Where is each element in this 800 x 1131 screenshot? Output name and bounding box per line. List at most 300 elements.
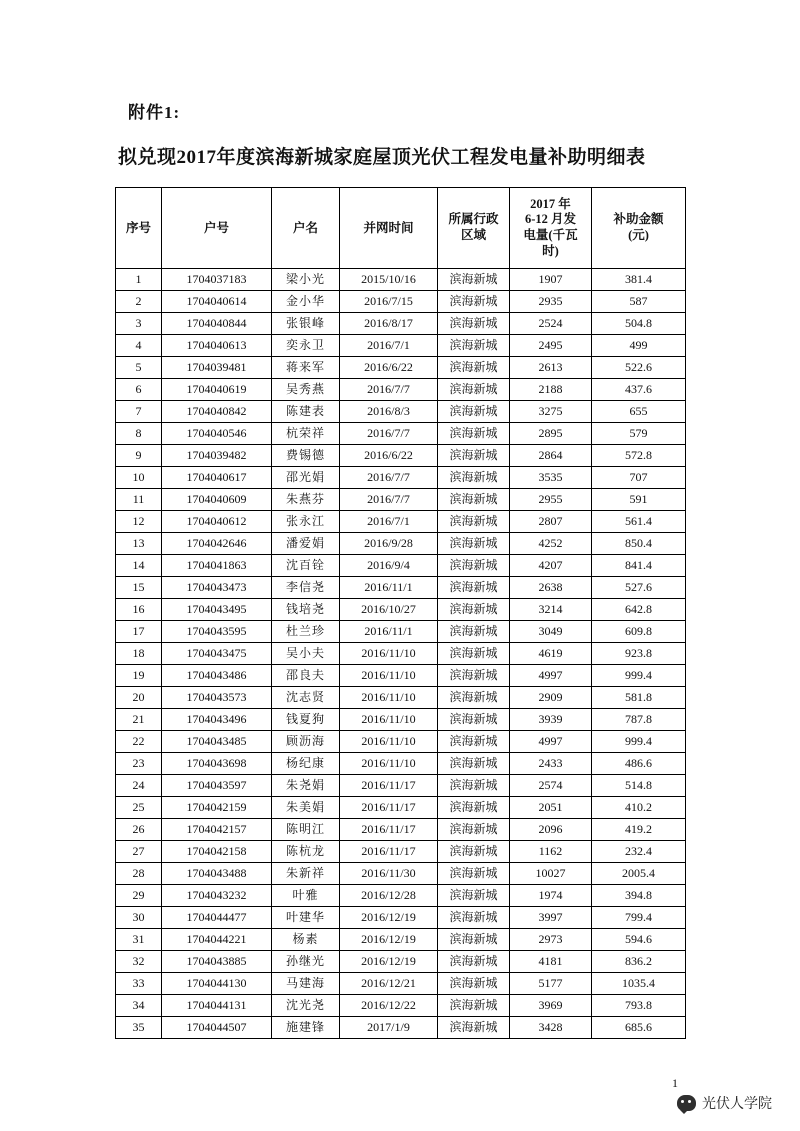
- column-header-generation-line3: 电量(千瓦: [523, 228, 578, 242]
- cell-generation: 2613: [510, 357, 592, 379]
- cell-account: 1704043486: [162, 665, 272, 687]
- cell-subsidy: 561.4: [592, 511, 686, 533]
- cell-householder: 梁小光: [272, 269, 340, 291]
- cell-grid-date: 2016/11/17: [340, 775, 438, 797]
- cell-account: 1704040619: [162, 379, 272, 401]
- column-header-region: [438, 188, 510, 269]
- cell-index: 1: [116, 269, 162, 291]
- cell-region: 滨海新城: [438, 995, 510, 1017]
- cell-account: 1704044131: [162, 995, 272, 1017]
- cell-region: 滨海新城: [438, 423, 510, 445]
- cell-account: 1704040617: [162, 467, 272, 489]
- cell-grid-date: 2016/11/30: [340, 863, 438, 885]
- cell-subsidy: 410.2: [592, 797, 686, 819]
- cell-region: 滨海新城: [438, 709, 510, 731]
- cell-generation: 2864: [510, 445, 592, 467]
- cell-subsidy: 381.4: [592, 269, 686, 291]
- cell-generation: 2955: [510, 489, 592, 511]
- cell-generation: 3275: [510, 401, 592, 423]
- cell-account: 1704043488: [162, 863, 272, 885]
- cell-region: 滨海新城: [438, 731, 510, 753]
- cell-subsidy: 504.8: [592, 313, 686, 335]
- wechat-icon: [677, 1095, 696, 1111]
- cell-generation: 2188: [510, 379, 592, 401]
- cell-generation: 3997: [510, 907, 592, 929]
- cell-region: 滨海新城: [438, 775, 510, 797]
- cell-generation: 1974: [510, 885, 592, 907]
- cell-account: 1704040844: [162, 313, 272, 335]
- cell-region: 滨海新城: [438, 819, 510, 841]
- table-row: [116, 929, 686, 951]
- cell-subsidy: 394.8: [592, 885, 686, 907]
- cell-generation: 3535: [510, 467, 592, 489]
- table-row: [116, 951, 686, 973]
- cell-householder: 金小华: [272, 291, 340, 313]
- cell-householder: 朱新祥: [272, 863, 340, 885]
- cell-generation: 2909: [510, 687, 592, 709]
- cell-region: 滨海新城: [438, 687, 510, 709]
- cell-subsidy: 793.8: [592, 995, 686, 1017]
- table-row: [116, 467, 686, 489]
- cell-grid-date: 2016/9/28: [340, 533, 438, 555]
- cell-index: 20: [116, 687, 162, 709]
- cell-index: 24: [116, 775, 162, 797]
- cell-grid-date: 2016/7/1: [340, 335, 438, 357]
- cell-region: 滨海新城: [438, 951, 510, 973]
- page-number: 1: [672, 1076, 678, 1090]
- cell-subsidy: 923.8: [592, 643, 686, 665]
- cell-householder: 沈百铨: [272, 555, 340, 577]
- cell-generation: 2638: [510, 577, 592, 599]
- cell-index: 9: [116, 445, 162, 467]
- cell-index: 14: [116, 555, 162, 577]
- cell-grid-date: 2016/11/10: [340, 643, 438, 665]
- cell-subsidy: 999.4: [592, 731, 686, 753]
- cell-grid-date: 2016/8/3: [340, 401, 438, 423]
- cell-generation: 2433: [510, 753, 592, 775]
- cell-account: 1704044130: [162, 973, 272, 995]
- column-header-subsidy-line2: (元): [628, 228, 649, 242]
- cell-grid-date: 2016/12/19: [340, 951, 438, 973]
- cell-subsidy: 419.2: [592, 819, 686, 841]
- cell-account: 1704044221: [162, 929, 272, 951]
- table-row: [116, 1017, 686, 1039]
- cell-index: 27: [116, 841, 162, 863]
- cell-region: 滨海新城: [438, 1017, 510, 1039]
- cell-grid-date: 2016/12/19: [340, 907, 438, 929]
- table-header-row: [116, 188, 686, 269]
- table-row: [116, 401, 686, 423]
- cell-index: 19: [116, 665, 162, 687]
- cell-grid-date: 2016/7/7: [340, 379, 438, 401]
- footer-brand: [677, 1093, 772, 1113]
- column-header-region-line1: 所属行政: [448, 212, 499, 227]
- cell-subsidy: 591: [592, 489, 686, 511]
- cell-index: 25: [116, 797, 162, 819]
- column-header-generation-line1: 2017 年: [530, 196, 571, 211]
- table-row: [116, 555, 686, 577]
- cell-householder: 吴小夫: [272, 643, 340, 665]
- cell-index: 18: [116, 643, 162, 665]
- cell-generation: 3428: [510, 1017, 592, 1039]
- cell-subsidy: 707: [592, 467, 686, 489]
- cell-subsidy: 836.2: [592, 951, 686, 973]
- cell-index: 10: [116, 467, 162, 489]
- cell-region: 滨海新城: [438, 555, 510, 577]
- table-row: [116, 643, 686, 665]
- cell-householder: 邵良夫: [272, 665, 340, 687]
- subsidy-detail-table: [115, 187, 686, 1039]
- cell-index: 11: [116, 489, 162, 511]
- cell-grid-date: 2016/8/17: [340, 313, 438, 335]
- cell-grid-date: 2016/11/17: [340, 819, 438, 841]
- cell-index: 23: [116, 753, 162, 775]
- cell-subsidy: 486.6: [592, 753, 686, 775]
- attachment-label: 附件1:: [128, 103, 181, 122]
- cell-generation: 2574: [510, 775, 592, 797]
- cell-generation: 3049: [510, 621, 592, 643]
- cell-region: 滨海新城: [438, 885, 510, 907]
- table-row: [116, 313, 686, 335]
- cell-subsidy: 2005.4: [592, 863, 686, 885]
- table-row: [116, 269, 686, 291]
- cell-index: 26: [116, 819, 162, 841]
- cell-region: 滨海新城: [438, 489, 510, 511]
- cell-generation: 4997: [510, 731, 592, 753]
- cell-region: 滨海新城: [438, 445, 510, 467]
- table-row: [116, 423, 686, 445]
- cell-index: 12: [116, 511, 162, 533]
- cell-subsidy: 655: [592, 401, 686, 423]
- table-row: [116, 885, 686, 907]
- table-row: [116, 665, 686, 687]
- cell-grid-date: 2016/12/22: [340, 995, 438, 1017]
- cell-index: 22: [116, 731, 162, 753]
- cell-subsidy: 685.6: [592, 1017, 686, 1039]
- cell-index: 29: [116, 885, 162, 907]
- cell-subsidy: 609.8: [592, 621, 686, 643]
- cell-generation: 2051: [510, 797, 592, 819]
- cell-householder: 吴秀燕: [272, 379, 340, 401]
- cell-region: 滨海新城: [438, 401, 510, 423]
- cell-generation: 2807: [510, 511, 592, 533]
- cell-generation: 2495: [510, 335, 592, 357]
- cell-account: 1704044477: [162, 907, 272, 929]
- cell-householder: 沈志贤: [272, 687, 340, 709]
- cell-householder: 陈明江: [272, 819, 340, 841]
- cell-index: 6: [116, 379, 162, 401]
- table-row: [116, 731, 686, 753]
- cell-grid-date: 2016/7/7: [340, 489, 438, 511]
- table-row: [116, 533, 686, 555]
- cell-householder: 孙继光: [272, 951, 340, 973]
- cell-subsidy: 499: [592, 335, 686, 357]
- cell-grid-date: 2016/12/19: [340, 929, 438, 951]
- cell-account: 1704037183: [162, 269, 272, 291]
- cell-householder: 李信尧: [272, 577, 340, 599]
- cell-account: 1704039482: [162, 445, 272, 467]
- cell-index: 17: [116, 621, 162, 643]
- cell-region: 滨海新城: [438, 973, 510, 995]
- cell-account: 1704042159: [162, 797, 272, 819]
- cell-account: 1704039481: [162, 357, 272, 379]
- cell-subsidy: 437.6: [592, 379, 686, 401]
- cell-subsidy: 594.6: [592, 929, 686, 951]
- cell-region: 滨海新城: [438, 335, 510, 357]
- cell-householder: 钱培尧: [272, 599, 340, 621]
- table-row: [116, 995, 686, 1017]
- cell-region: 滨海新城: [438, 643, 510, 665]
- cell-householder: 杜兰珍: [272, 621, 340, 643]
- table-row: [116, 819, 686, 841]
- cell-account: 1704043885: [162, 951, 272, 973]
- cell-subsidy: 232.4: [592, 841, 686, 863]
- cell-generation: 2895: [510, 423, 592, 445]
- cell-region: 滨海新城: [438, 929, 510, 951]
- cell-account: 1704042646: [162, 533, 272, 555]
- cell-account: 1704043573: [162, 687, 272, 709]
- cell-region: 滨海新城: [438, 797, 510, 819]
- cell-index: 5: [116, 357, 162, 379]
- cell-grid-date: 2016/6/22: [340, 445, 438, 467]
- cell-index: 28: [116, 863, 162, 885]
- cell-index: 8: [116, 423, 162, 445]
- cell-grid-date: 2015/10/16: [340, 269, 438, 291]
- column-header-account: 户号: [162, 188, 272, 269]
- cell-region: 滨海新城: [438, 577, 510, 599]
- cell-generation: 10027: [510, 863, 592, 885]
- cell-generation: 4997: [510, 665, 592, 687]
- cell-householder: 杨素: [272, 929, 340, 951]
- cell-grid-date: 2016/11/10: [340, 753, 438, 775]
- cell-index: 30: [116, 907, 162, 929]
- cell-account: 1704043698: [162, 753, 272, 775]
- cell-householder: 陈建表: [272, 401, 340, 423]
- cell-householder: 杨纪康: [272, 753, 340, 775]
- cell-region: 滨海新城: [438, 269, 510, 291]
- table-row: [116, 335, 686, 357]
- cell-grid-date: 2016/11/10: [340, 687, 438, 709]
- cell-grid-date: 2016/11/17: [340, 797, 438, 819]
- cell-region: 滨海新城: [438, 863, 510, 885]
- cell-account: 1704040614: [162, 291, 272, 313]
- cell-grid-date: 2016/6/22: [340, 357, 438, 379]
- table-row: [116, 973, 686, 995]
- table-row: [116, 687, 686, 709]
- cell-householder: 朱美娟: [272, 797, 340, 819]
- column-header-generation: [510, 188, 592, 269]
- table-row: [116, 621, 686, 643]
- cell-grid-date: 2016/7/15: [340, 291, 438, 313]
- cell-subsidy: 1035.4: [592, 973, 686, 995]
- cell-account: 1704040612: [162, 511, 272, 533]
- cell-subsidy: 572.8: [592, 445, 686, 467]
- cell-subsidy: 642.8: [592, 599, 686, 621]
- cell-generation: 3939: [510, 709, 592, 731]
- cell-householder: 邵光娟: [272, 467, 340, 489]
- cell-grid-date: 2016/12/21: [340, 973, 438, 995]
- cell-account: 1704043496: [162, 709, 272, 731]
- table-body: [116, 269, 686, 1039]
- cell-grid-date: 2016/12/28: [340, 885, 438, 907]
- cell-grid-date: 2016/7/7: [340, 467, 438, 489]
- column-header-region-line2: 区域: [460, 228, 486, 242]
- table-row: [116, 907, 686, 929]
- cell-account: 1704043597: [162, 775, 272, 797]
- table-row: [116, 753, 686, 775]
- cell-subsidy: 587: [592, 291, 686, 313]
- cell-region: 滨海新城: [438, 907, 510, 929]
- table-row: [116, 379, 686, 401]
- cell-grid-date: 2017/1/9: [340, 1017, 438, 1039]
- page-title: 拟兑现2017年度滨海新城家庭屋顶光伏工程发电量补助明细表: [118, 147, 646, 168]
- cell-generation: 2935: [510, 291, 592, 313]
- table-row: [116, 489, 686, 511]
- cell-subsidy: 999.4: [592, 665, 686, 687]
- cell-householder: 顾沥海: [272, 731, 340, 753]
- cell-householder: 潘爱娟: [272, 533, 340, 555]
- cell-generation: 2096: [510, 819, 592, 841]
- cell-region: 滨海新城: [438, 379, 510, 401]
- table-row: [116, 357, 686, 379]
- cell-generation: 3969: [510, 995, 592, 1017]
- cell-account: 1704043595: [162, 621, 272, 643]
- cell-subsidy: 841.4: [592, 555, 686, 577]
- cell-account: 1704043473: [162, 577, 272, 599]
- cell-index: 21: [116, 709, 162, 731]
- column-header-generation-line4: 时): [542, 243, 559, 258]
- cell-account: 1704042157: [162, 819, 272, 841]
- cell-householder: 奕永卫: [272, 335, 340, 357]
- cell-index: 16: [116, 599, 162, 621]
- cell-generation: 5177: [510, 973, 592, 995]
- cell-account: 1704040609: [162, 489, 272, 511]
- cell-householder: 陈杭龙: [272, 841, 340, 863]
- cell-region: 滨海新城: [438, 665, 510, 687]
- cell-subsidy: 850.4: [592, 533, 686, 555]
- cell-account: 1704043232: [162, 885, 272, 907]
- cell-index: 2: [116, 291, 162, 313]
- cell-generation: 1907: [510, 269, 592, 291]
- table-row: [116, 577, 686, 599]
- cell-generation: 4207: [510, 555, 592, 577]
- cell-generation: 4181: [510, 951, 592, 973]
- cell-region: 滨海新城: [438, 357, 510, 379]
- cell-householder: 张银峰: [272, 313, 340, 335]
- cell-region: 滨海新城: [438, 841, 510, 863]
- cell-householder: 叶雅: [272, 885, 340, 907]
- cell-index: 34: [116, 995, 162, 1017]
- cell-index: 4: [116, 335, 162, 357]
- cell-householder: 朱燕芬: [272, 489, 340, 511]
- table-row: [116, 291, 686, 313]
- cell-index: 7: [116, 401, 162, 423]
- cell-account: 1704040546: [162, 423, 272, 445]
- cell-householder: 施建锋: [272, 1017, 340, 1039]
- table-row: [116, 797, 686, 819]
- cell-generation: 1162: [510, 841, 592, 863]
- column-header-subsidy: [592, 188, 686, 269]
- cell-grid-date: 2016/11/10: [340, 665, 438, 687]
- cell-householder: 马建海: [272, 973, 340, 995]
- column-header-grid-date: 并网时间: [340, 188, 438, 269]
- cell-region: 滨海新城: [438, 313, 510, 335]
- cell-householder: 朱尧娟: [272, 775, 340, 797]
- cell-index: 31: [116, 929, 162, 951]
- cell-account: 1704043485: [162, 731, 272, 753]
- cell-region: 滨海新城: [438, 291, 510, 313]
- table-row: [116, 841, 686, 863]
- table-row: [116, 775, 686, 797]
- table-row: [116, 445, 686, 467]
- cell-region: 滨海新城: [438, 511, 510, 533]
- cell-generation: 2973: [510, 929, 592, 951]
- cell-householder: 叶建华: [272, 907, 340, 929]
- column-header-generation-line2: 6-12 月发: [524, 212, 577, 227]
- cell-grid-date: 2016/11/1: [340, 577, 438, 599]
- cell-householder: 张永江: [272, 511, 340, 533]
- cell-account: 1704043475: [162, 643, 272, 665]
- column-header-subsidy-line1: 补助金额: [613, 212, 664, 227]
- cell-region: 滨海新城: [438, 533, 510, 555]
- table-row: [116, 863, 686, 885]
- cell-subsidy: 579: [592, 423, 686, 445]
- cell-generation: 3214: [510, 599, 592, 621]
- cell-householder: 蒋来军: [272, 357, 340, 379]
- cell-index: 32: [116, 951, 162, 973]
- cell-grid-date: 2016/10/27: [340, 599, 438, 621]
- cell-grid-date: 2016/11/10: [340, 731, 438, 753]
- cell-region: 滨海新城: [438, 753, 510, 775]
- cell-account: 1704042158: [162, 841, 272, 863]
- footer-brand-label: 光伏人学院: [702, 1095, 772, 1111]
- cell-index: 35: [116, 1017, 162, 1039]
- cell-generation: 2524: [510, 313, 592, 335]
- cell-householder: 钱夏狗: [272, 709, 340, 731]
- cell-householder: 杭荣祥: [272, 423, 340, 445]
- cell-generation: 4252: [510, 533, 592, 555]
- cell-grid-date: 2016/11/10: [340, 709, 438, 731]
- cell-region: 滨海新城: [438, 467, 510, 489]
- cell-subsidy: 799.4: [592, 907, 686, 929]
- cell-subsidy: 522.6: [592, 357, 686, 379]
- table-row: [116, 599, 686, 621]
- cell-index: 3: [116, 313, 162, 335]
- cell-region: 滨海新城: [438, 599, 510, 621]
- cell-grid-date: 2016/11/17: [340, 841, 438, 863]
- cell-index: 15: [116, 577, 162, 599]
- column-header-householder: 户名: [272, 188, 340, 269]
- cell-region: 滨海新城: [438, 621, 510, 643]
- cell-account: 1704044507: [162, 1017, 272, 1039]
- cell-grid-date: 2016/7/7: [340, 423, 438, 445]
- cell-subsidy: 527.6: [592, 577, 686, 599]
- cell-grid-date: 2016/7/1: [340, 511, 438, 533]
- cell-householder: 费锡德: [272, 445, 340, 467]
- cell-index: 13: [116, 533, 162, 555]
- cell-account: 1704041863: [162, 555, 272, 577]
- cell-subsidy: 514.8: [592, 775, 686, 797]
- column-header-index: 序号: [116, 188, 162, 269]
- cell-account: 1704043495: [162, 599, 272, 621]
- cell-subsidy: 581.8: [592, 687, 686, 709]
- table-row: [116, 709, 686, 731]
- cell-account: 1704040842: [162, 401, 272, 423]
- cell-generation: 4619: [510, 643, 592, 665]
- cell-householder: 沈光尧: [272, 995, 340, 1017]
- cell-index: 33: [116, 973, 162, 995]
- cell-grid-date: 2016/11/1: [340, 621, 438, 643]
